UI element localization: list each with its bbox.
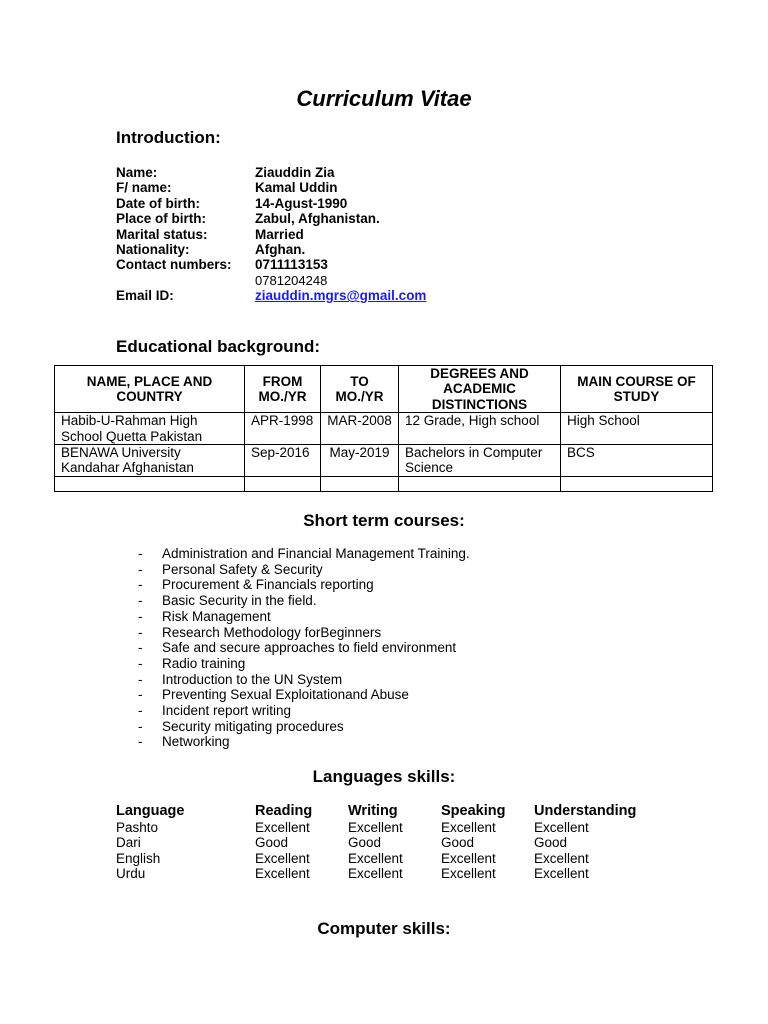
bullet-dash: - <box>138 640 143 656</box>
intro-label: Email ID: <box>116 288 174 304</box>
intro-value: Ziauddin Zia <box>255 165 335 180</box>
education-table <box>54 365 713 492</box>
list-item-text: Administration and Financial Management Training. <box>162 546 470 561</box>
list-item <box>138 577 470 593</box>
intro-label: F/ name: <box>116 180 172 196</box>
column-header: Language <box>116 803 185 819</box>
intro-value: Zabul, Afghanistan. <box>255 211 380 227</box>
bullet-dash: - <box>138 577 143 593</box>
table-cell <box>561 476 713 491</box>
table-row-empty <box>55 476 713 491</box>
intro-value: Afghan. <box>255 242 306 258</box>
bullet-dash: - <box>138 546 143 561</box>
document-title: Curriculum Vitae <box>296 86 472 111</box>
list-item-text: Safe and secure approaches to field environment <box>162 640 457 656</box>
table-cell: High School <box>561 413 713 445</box>
table-cell: APR-1998 <box>245 413 321 445</box>
intro-row-name <box>116 165 426 180</box>
email-link[interactable]: ziauddin.mgrs@gmail.com <box>255 288 427 304</box>
table-cell: Urdu <box>116 866 146 881</box>
bullet-dash: - <box>138 608 143 624</box>
intro-label <box>116 273 255 288</box>
intro-row-contact <box>116 257 426 272</box>
list-item <box>138 625 470 641</box>
list-item-text: Security mitigating procedures <box>162 718 344 734</box>
intro-value: 0711113153 <box>255 257 328 273</box>
list-item-text: Personal Safety & Security <box>162 561 323 577</box>
table-cell: Good <box>348 835 382 850</box>
languages-table <box>116 804 664 882</box>
list-item-text: Procurement & Financials reporting <box>162 577 374 593</box>
table-cell: Excellent <box>441 850 496 866</box>
table-cell: Good <box>255 835 289 850</box>
column-header: NAME, PLACE AND COUNTRY <box>55 366 245 413</box>
table-cell: Excellent <box>441 819 496 835</box>
table-cell: Excellent <box>534 819 589 835</box>
table-cell: Habib-U-Rahman High School Quetta Pakistan <box>55 413 245 445</box>
list-item-text: Introduction to the UN System <box>162 671 343 687</box>
intro-row-father-name <box>116 180 426 195</box>
table-row <box>55 445 713 477</box>
list-item <box>138 672 470 688</box>
table-header-row <box>116 804 664 820</box>
intro-row-email <box>116 288 426 303</box>
table-cell <box>55 476 245 491</box>
bullet-dash: - <box>138 734 143 750</box>
bullet-dash: - <box>138 655 143 671</box>
table-cell: Dari <box>116 835 141 850</box>
list-item-text: Preventing Sexual Exploitationand Abuse <box>162 687 409 703</box>
intro-value: 0781204248 <box>255 272 328 288</box>
table-cell: Excellent <box>255 866 310 881</box>
list-item <box>138 640 470 656</box>
column-header: Writing <box>348 803 398 819</box>
table-cell: Excellent <box>348 819 403 835</box>
list-item <box>138 593 470 609</box>
table-row <box>116 820 664 836</box>
table-cell: Excellent <box>348 850 403 866</box>
table-cell <box>321 476 399 491</box>
intro-row-nationality <box>116 242 426 257</box>
table-cell: Good <box>534 835 568 850</box>
computer-skills-heading: Computer skills: <box>317 919 451 938</box>
table-cell <box>245 476 321 491</box>
table-cell <box>399 476 561 491</box>
table-cell: BCS <box>561 445 713 477</box>
column-header: FROM MO./YR <box>245 366 321 413</box>
intro-label: Date of birth: <box>116 195 200 211</box>
short-courses-list <box>138 546 470 750</box>
column-header: DEGREES AND ACADEMIC DISTINCTIONS <box>399 366 561 413</box>
intro-value: Kamal Uddin <box>255 180 338 196</box>
table-cell: BENAWA University Kandahar Afghanistan <box>55 445 245 477</box>
intro-value: Married <box>255 226 304 242</box>
intro-row-pob <box>116 211 426 226</box>
intro-label: Name: <box>116 165 158 180</box>
list-item-text: Research Methodology forBeginners <box>162 624 382 640</box>
languages-heading: Languages skills: <box>312 767 456 786</box>
introduction-section <box>116 165 426 304</box>
column-header: Understanding <box>534 803 637 819</box>
table-row <box>116 866 664 882</box>
list-item-text: Networking <box>162 734 230 750</box>
bullet-dash: - <box>138 687 143 703</box>
list-item <box>138 546 470 562</box>
list-item <box>138 734 470 750</box>
list-item <box>138 687 470 703</box>
table-row <box>55 413 713 445</box>
table-row <box>116 851 664 867</box>
table-cell: 12 Grade, High school <box>399 413 561 445</box>
table-cell: Excellent <box>255 850 310 866</box>
table-cell: English <box>116 850 161 866</box>
introduction-heading: Introduction: <box>116 128 221 147</box>
list-item-text: Basic Security in the field. <box>162 593 317 609</box>
short-courses-heading: Short term courses: <box>303 511 465 530</box>
bullet-dash: - <box>138 593 143 609</box>
list-item <box>138 609 470 625</box>
bullet-dash: - <box>138 703 143 719</box>
list-item-text: Risk Management <box>162 608 271 624</box>
table-cell: Bachelors in Computer Science <box>399 445 561 477</box>
intro-label: Place of birth: <box>116 211 207 227</box>
intro-label: Nationality: <box>116 242 190 258</box>
table-header-row <box>55 366 713 413</box>
table-cell: Good <box>441 835 475 850</box>
intro-label: Contact numbers: <box>116 257 232 273</box>
intro-label: Marital status: <box>116 226 208 242</box>
bullet-dash: - <box>138 624 143 640</box>
intro-row-marital <box>116 227 426 242</box>
list-item <box>138 656 470 672</box>
column-header: Reading <box>255 803 313 819</box>
table-cell: Pashto <box>116 819 159 835</box>
intro-value: 14-Agust-1990 <box>255 195 348 211</box>
list-item <box>138 562 470 578</box>
column-header: Speaking <box>441 803 506 819</box>
list-item-text: Radio training <box>162 655 246 671</box>
list-item <box>138 703 470 719</box>
table-cell: Excellent <box>534 850 589 866</box>
bullet-dash: - <box>138 561 143 577</box>
table-cell: Excellent <box>255 819 310 835</box>
table-cell: MAR-2008 <box>321 413 399 445</box>
table-cell: Sep-2016 <box>245 445 321 477</box>
list-item <box>138 719 470 735</box>
intro-row-dob <box>116 196 426 211</box>
table-cell: Excellent <box>534 866 589 881</box>
column-header: MAIN COURSE OF STUDY <box>561 366 713 413</box>
table-row <box>116 835 664 851</box>
table-cell: Excellent <box>441 866 496 881</box>
table-cell: Excellent <box>348 866 403 881</box>
education-heading: Educational background: <box>116 337 321 356</box>
column-header: TO MO./YR <box>321 366 399 413</box>
bullet-dash: - <box>138 671 143 687</box>
intro-row-contact-2 <box>116 273 426 288</box>
bullet-dash: - <box>138 718 143 734</box>
list-item-text: Incident report writing <box>162 703 292 719</box>
table-cell: May-2019 <box>321 445 399 477</box>
